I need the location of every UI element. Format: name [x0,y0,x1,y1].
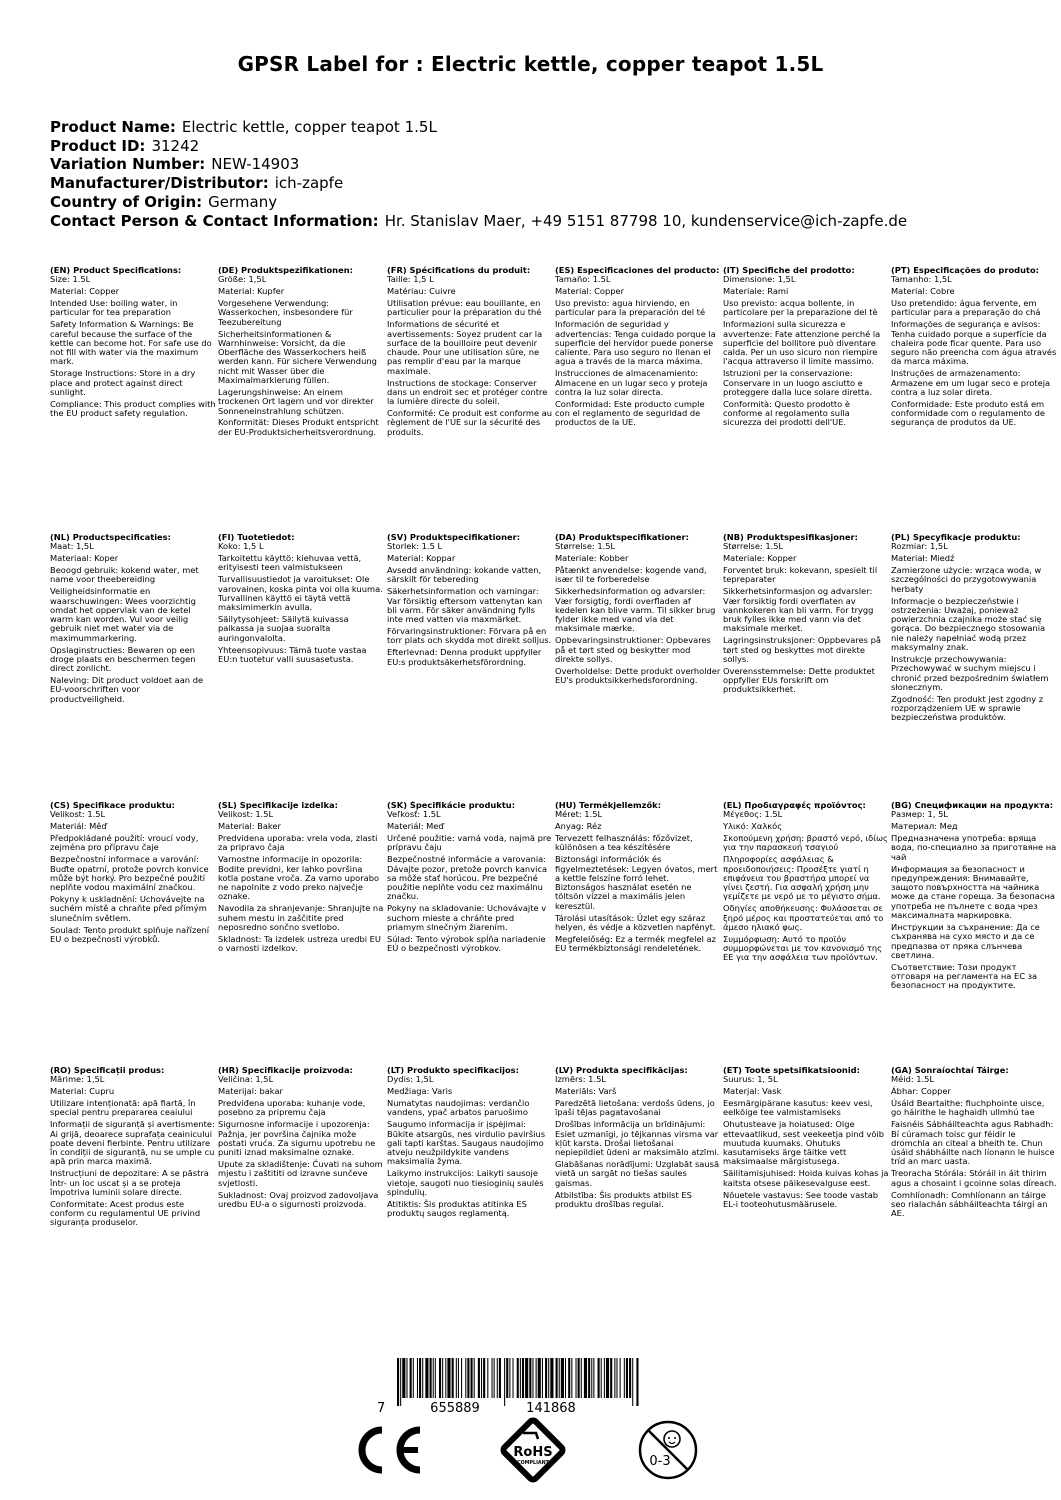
spec-line: Předpokládané použití: vroucí vody, zejména pro přípravu čaje [50,833,199,853]
spec-section [723,1066,891,1212]
spec-line: Instruções de armazenamento: Armazene em um lugar seco e proteja contra a luz solar direta. [891,368,1051,397]
spec-line: Storage Instructions: Store in a dry place and protect against direct sunlight. [50,368,196,397]
spec-section [891,801,1059,993]
spec-line: Materiał: Miedź [891,553,955,564]
barcode-bar [417,1358,418,1398]
barcode-bar [532,1358,533,1398]
info-row-product-id [50,137,1030,156]
barcode-bar [593,1358,594,1398]
spec-line: Υλικό: Χαλκός [723,821,783,832]
spec-line: Forventet bruk: kokevann, spesielt til tepreparater [723,565,878,585]
spec-line: Påtænkt anvendelse: kogende vand, især til te forberedelse [555,565,707,585]
spec-section [218,266,386,440]
barcode-bar [465,1358,466,1398]
spec-line: Uso pretendido: água fervente, em particular para a preparação do chá [891,298,1041,318]
spec-line: Material: Kupfer [218,286,285,297]
spec-line: Soulad: Tento produkt splňuje nařízení EU o bezpečnosti výrobků. [50,924,210,944]
rohs-sub-text: COMPLIANT [517,1461,549,1466]
spec-line: Conformidade: Este produto está em conformidade com o regulamento de segurança de produtos da UE. [891,398,1046,428]
spec-line: Informazioni sulla sicurezza e avvertenze: Fate attenzione perché la superficie del bollitore può diventare calda. Per un uso sicuro non riempire l'acqua attraverso il limite massimo. [723,319,881,367]
spec-line: Sicherheitsinformationen & Warnhinweise: Vorsicht, da die Oberfläche des Wasserkochers heiß werden kann. Für sichere Verwendung nicht mit Wasser über die Maximalmarkierung füllen. [218,328,377,386]
info-value: NEW-14903 [211,155,300,174]
spec-heading: (SK) Špecifikácie produktu: [387,801,516,810]
barcode-bar [471,1358,473,1398]
barcode-bar [522,1358,524,1398]
spec-line: Informacje o bezpieczeństwie i ostrzeżenia: Uważaj, ponieważ powierzchnia czajnika może stać się gorąca. Do bezpiecznego stosowania nie należy napełniać wodą przez maksymalny znak. [891,595,1046,653]
info-row-contact [50,212,1030,231]
spec-line: Velikost: 1.5L [218,809,274,820]
spec-line: Información de seguridad y advertencias: Tenga cuidado porque la superficie del hervidor puede ponerse caliente. Para uso seguro no llenan el agua a través de la marca máxima. [555,319,716,367]
spec-heading: (PL) Specyfikacje produktu: [891,533,1021,542]
barcode-bar [632,1358,633,1406]
spec-line: Sikkerhedsinformation og advarsler: Vær forsigtig, fordi overfladen af kedelen kan blive varm. Til sikker brug fylder ikke med vand via det maksimale mærke. [555,586,716,634]
barcode-bar [481,1358,482,1398]
spec-line: Suurus: 1, 5L [723,1074,778,1085]
spec-line: Skladnost: Ta izdelek ustreza uredbi EU o varnosti izdelkov. [218,933,381,954]
spec-line: Bezpečnostné informácie a varovania: Dávajte pozor, pretože povrch kanvica sa môže stať horúcou. Pre bezpečné použitie neplňte vodu cez maximálnu značku. [387,854,548,902]
barcode-bar [458,1358,459,1398]
spec-section [387,801,555,956]
spec-line: Matériau: Cuivre [387,286,456,297]
spec-line: Informații de siguranță și avertismente: Ai grijă, deoarece suprafața ceainicului poate deveni fierbinte. Pentru utilizare în condiții de siguranță, nu se umple cu apă prin marca maximă. [50,1119,215,1167]
barcode-bar [406,1358,407,1398]
spec-line: Materijal: bakar [218,1086,283,1097]
spec-heading: (HR) Specifikacije proizvoda: [218,1066,353,1075]
spec-line: Size: 1.5L [50,274,91,285]
spec-heading: (BG) Спецификации на продукта: [891,801,1054,810]
spec-line: Størrelse: 1.5L [723,541,784,552]
barcode-bar [578,1358,580,1398]
barcode-bar [447,1358,450,1398]
spec-line: Bezpečnostní informace a varování: Buďte opatrní, protože povrch konvice může být horký. Pro bezpečné použití neplňte vodou maximální značkou. [50,854,209,893]
ce-mark-icon [350,1420,426,1480]
spec-heading: (EN) Product Specifications: [50,266,182,275]
spec-line: Určené použitie: varná voda, najmä pre prípravu čaju [387,833,552,853]
spec-line: Navodila za shranjevanje: Shranjujte na suhem mestu in zaščitite pred neposredno sončno svetlobo. [218,903,384,932]
spec-line: Anyag: Réz [555,821,602,832]
spec-line: Material: Baker [218,821,281,832]
info-value: 31242 [151,136,200,155]
spec-line: Utilizare intenționată: apă fiartă, în special pentru prepararea ceaiului [50,1098,196,1118]
spec-section [723,266,891,430]
spec-line: Tervezett felhasználás: főzővizet, különösen a tea készítésére [555,833,693,853]
spec-line: Materiale: Kopper [723,553,797,564]
barcode-bar [525,1358,528,1398]
spec-section [891,266,1059,430]
spec-line: Πληροφορίες ασφάλειας & προειδοποιήσεις: Προσέξτε γιατί η επιφάνεια του βραστήρα μπορεί να γίνει ζεστή. Για ασφαλή χρήση μην γεμίζετε με νερό με το μέγιστο σήμα. [723,854,881,902]
barcode-bar [487,1358,488,1398]
spec-line: Naleving: Dit product voldoet aan de EU-voorschriften voor productveiligheid. [50,675,204,704]
barcode-group-right: 141868 [526,1401,576,1416]
barcode-bar [509,1358,510,1398]
spec-line: Ábhar: Copper [891,1086,951,1097]
spec-line: Conformitate: Acest produs este conform cu regulamentul UE privind siguranța produselor. [50,1198,201,1228]
spec-line: Predvidena uporaba: vrela voda, zlasti za pripravo čaja [218,833,378,853]
barcode-bar [542,1358,543,1398]
barcode [375,1358,640,1416]
info-label: Country of Origin: [50,192,203,211]
barcode-bar [591,1358,592,1398]
spec-line: Yhteensopivuus: Tämä tuote vastaa EU:n tuotetur valli suusasetusta. [218,644,367,664]
spec-line: Sigurnosne informacije i upozorenja: Pažnja, jer površina čajnika može postati vruća. Za sigurnu upotrebu ne puniti iznad maksimalne oznake. [218,1119,376,1158]
spec-line: Úsáid Beartaithe: fiuchphointe uisce, go háirithe le haghaidh ullmhú tae [891,1098,1045,1118]
barcode-bar [626,1358,628,1398]
spec-line: Συμμόρφωση: Αυτό το προϊόν συμμορφώνεται με τον κανονισμό της ΕΕ για την ασφάλεια των προϊόντων. [723,933,883,963]
spec-line: Säkerhetsinformation och varningar: Var försiktig eftersom vattenytan kan bli varm. För säker användning fylls inte med vatten via maxmärket. [387,586,543,625]
spec-line: Pokyny k uskladnění: Uchovávejte na suchém místě a chraňte před přímým slunečním světlem. [50,894,207,923]
spec-heading: (EL) Προδιαγραφές προϊόντος: [723,801,866,810]
spec-heading: (LT) Produkto specifikacijos: [387,1066,519,1075]
spec-line: Méid: 1.5L [891,1074,935,1085]
spec-section [555,533,723,688]
info-label: Manufacturer/Distributor: [50,174,269,193]
barcode-bar [616,1358,617,1398]
spec-line: Drošības informācija un brīdinājumi: Esiet uzmanīgi, jo tējkannas virsma var kļūt karsta. Drošai lietošanai nepiepildiet ūdeni ar maksimālo atzīmi. [555,1119,720,1158]
spec-line: Upute za skladištenje: Čuvati na suhom mjestu i zaštititi od izravne sunčeve svjetlosti. [218,1159,383,1188]
spec-line: Förvaringsinstruktioner: Förvara på en torr plats och skydda mot direkt solljus. [387,626,552,646]
spec-line: Overensstemmelse: Dette produktet oppfyller EUs forskrift om produktsikkerhet. [723,665,875,695]
info-label: Product Name: [50,118,176,136]
spec-line: Съответствие: Този продукт отговаря на регламента на ЕС за безопасност на продуктите. [891,961,1038,991]
barcode-bar [636,1358,638,1406]
spec-line: Biztonsági információk és figyelmeztetések: Legyen óvatos, mert a kettle felszíne forró lehet. Biztonságos használat esetén ne töltsön vízzel a maximális jelen keresztül. [555,854,718,911]
spec-line: Размер: 1, 5L [891,809,949,820]
spec-section [555,801,723,956]
barcode-bar [461,1358,462,1398]
spec-line: Megfelelőség: Ez a termék megfelel az EU termékbiztonsági rendeletének. [555,933,716,954]
barcode-bar [494,1358,495,1398]
barcode-bar [445,1358,446,1398]
spec-line: Atbilstība: Šis produkts atbilst ES produktu drošības regulai. [555,1189,692,1209]
spec-line: Størrelse: 1.5L [555,541,616,552]
spec-line: Säilytysohjeet: Säilytä kuivassa paikassa ja suojaa suoralta auringonvalolta. [218,614,349,643]
spec-heading: (RO) Specificații produs: [50,1066,165,1075]
spec-heading: (DE) Produktspezifikationen: [218,266,353,275]
spec-line: Utilisation prévue: eau bouillante, en particulier pour la préparation du thé [387,298,542,318]
spec-heading: (FI) Tuotetiedot: [218,533,295,542]
rohs-icon [498,1415,568,1485]
barcode-bar [499,1358,501,1398]
info-row-product-name [50,118,1030,137]
spec-line: Materiál: Meď [387,821,444,832]
barcode-bar [430,1358,432,1398]
spec-section [387,1066,555,1221]
spec-line: Dimensione: 1,5L [723,274,796,285]
page-title: GPSR Label for : Electric kettle, copper teapot 1.5L [237,52,824,76]
spec-line: Veiligheidsinformatie en waarschuwingen: Wees voorzichtig omdat het oppervlak van de ketel warm kan worden. Vul voor veilig gebruik niet met water via de maximummarkering. [50,586,196,643]
spec-line: Sukladnost: Ovaj proizvod zadovoljava uredbu EU-a o sigurnosti proizvoda. [218,1189,379,1209]
spec-line: Uso previsto: agua hirviendo, en particular para la preparación del té [555,298,706,318]
spec-line: Instrucțiuni de depozitare: A se păstra într- un loc uscat și a se proteja împotriva luminii solare directe. [50,1168,209,1197]
info-row-variation-number [50,155,1030,174]
spec-line: Materiale: Rami [723,286,789,297]
spec-section [218,1066,386,1212]
barcode-bar [529,1358,531,1398]
barcode-bar [610,1358,612,1398]
spec-heading: (IT) Specifiche del prodotto: [723,266,855,275]
spec-line: Numatytas naudojimas: verdančio vandens, ypač arbatos paruošimo [387,1098,530,1118]
spec-line: Medžiaga: Varis [387,1086,453,1097]
spec-line: Material: Cobre [891,286,955,297]
spec-section [218,801,386,956]
spec-heading: (GA) Sonraíochtaí Táirge: [891,1066,1009,1075]
barcode-bar [576,1358,577,1398]
spec-line: Informations de sécurité et avertissements: Soyez prudent car la surface de la bouilloire peut devenir chaude. Pour une utilisation sûre, ne pas remplir d'eau par la marque maximale. [387,319,543,376]
spec-section [723,533,891,697]
spec-line: Ohutusteave ja hoiatused: Olge ettevaatlikud, sest veekeetja pind võib muutuda kuumaks. Ohutuks kasutamiseks ärge täitke vett maksimaalse märgistusega. [723,1119,885,1167]
barcode-bar [435,1358,436,1398]
spec-line: Materiāls: Varš [555,1086,617,1097]
barcode-bar [422,1358,423,1398]
spec-line: Méret: 1.5L [555,809,603,820]
spec-line: Pokyny na skladovanie: Uchovávajte v suchom mieste a chráňte pred priamym slnečným žiarením. [387,903,547,932]
spec-heading: (SV) Produktspecifikationer: [387,533,521,542]
spec-section [555,266,723,430]
info-row-country-of-origin [50,193,1030,212]
spec-line: Istruzioni per la conservazione: Conservare in un luogo asciutto e proteggere dalla luce solare diretta. [723,368,872,397]
barcode-bar [478,1358,480,1398]
spec-section [723,801,891,965]
spec-line: Μέγεθος: 1.5L [723,809,783,820]
barcode-bar [397,1358,399,1406]
barcode-bar [565,1358,566,1398]
barcode-bar [620,1358,621,1398]
age-warning-text: 0-3 [649,1454,671,1469]
info-value: Electric kettle, copper teapot 1.5L [181,118,437,136]
spec-heading: (ET) Toote spetsifikatsioonid: [723,1066,860,1075]
spec-line: Σκοπούμενη χρήση: βραστό νερό, ιδίως για την παρασκευή τσαγιού [723,833,888,853]
spec-line: Turvallisuustiedot ja varoitukset: Ole varovainen, koska pinta voi olla kuuma. Turvallinen käyttö ei täytä vettä maksimimerkin avulla. [218,574,383,613]
barcode-bar [456,1358,457,1398]
spec-line: Saugumo informacija ir įspėjimai: Būkite atsargūs, nes virdulio paviršius gali tapti karštas. Saugaus naudojimo atveju neužpildykite vandens maksimalia žyma. [387,1119,546,1167]
spec-line: Glabāšanas norādījumi: Uzglabāt sausā vietā un sargāt no tiešas saules gaismas. [555,1159,720,1188]
spec-section [50,1066,218,1230]
barcode-bar [506,1358,508,1398]
spec-line: Faisnéis Sábháilteachta agus Rabhadh: Bí cúramach toisc gur féidir le dromchla an citeal a bheith te. Chun úsáid shábháilte nach líonann le huisce tríd an marc uasta. [891,1119,1055,1167]
spec-heading: (HU) Termékjellemzők: [555,801,662,810]
spec-line: Информация за безопасност и предупреждения: Внимавайте, защото повърхността на чайника може да стане гореща. За безопасна употреба не пълнете с вода чрез максималната маркировка. [891,863,1055,921]
barcode-bar [568,1358,570,1398]
spec-line: Материал: Мед [891,821,958,832]
spec-section [50,533,218,707]
spec-line: Konformität: Dieses Produkt entspricht der EU-Produktsicherheitsverordnung. [218,417,379,437]
spec-line: Zgodność: Ten produkt jest zgodny z rozporządzeniem UE w sprawie bezpieczeństwa produktów. [891,693,1044,723]
spec-heading: (SL) Specifikacije izdelka: [218,801,338,810]
spec-line: Säilitamisjuhised: Hoida kuivas kohas ja kaitsta otsese päikesevalguse eest. [723,1168,889,1188]
spec-line: Materiaal: Koper [50,553,119,564]
barcode-bar [561,1358,564,1398]
barcode-bar [442,1358,443,1398]
spec-line: Súlad: Tento výrobok spĺňa nariadenie EÚ o bezpečnosti výrobkov. [387,933,546,954]
spec-line: Material: Copper [555,286,625,297]
barcode-bar [413,1358,414,1398]
spec-line: Οδηγίες αποθήκευσης: Φυλάσσεται σε ξηρό μέρος και προστατεύεται από το άμεσο ηλιακό φως. [723,903,884,932]
spec-line: Materiál: Měď [50,821,107,832]
spec-line: Tamanho: 1,5L [891,274,952,285]
spec-line: Comhlíonadh: Comhlíonann an táirge seo rialachán sábháilteachta táirgí an AE. [891,1189,1048,1219]
spec-line: Vorgesehene Verwendung: Wasserkochen, insbesondere für Teezubereitung [218,298,353,327]
spec-line: Conformità: Questo prodotto è conforme al regolamento sulla sicurezza dei prodotti dell'UE. [723,398,850,428]
barcode-bar [517,1358,519,1398]
spec-line: Avsedd användning: kokande vatten, särskilt för tebereding [387,565,542,585]
spec-line: Conformidad: Este producto cumple con el reglamento de seguridad de productos de la UE. [555,398,705,428]
spec-section [891,533,1059,725]
spec-line: Informações de segurança e avisos: Tenha cuidado porque a superfície da chaleira pode ficar quente. Para uso seguro não preencha com água através da marca máxima. [891,319,1057,367]
barcode-bar [606,1358,609,1398]
spec-line: Beoogd gebruik: kokend water, met name voor theebereiding [50,565,199,585]
barcode-bar [400,1358,401,1406]
barcode-bar [504,1358,505,1406]
spec-line: Nõuetele vastavus: See toode vastab EL-i tooteohutusmäärusele. [723,1189,879,1209]
barcode-bar [598,1358,600,1398]
spec-line: Sikkerhetsinformasjon og advarsler: Vær forsiktig fordi overflaten av vannkokeren kan bli varm. For trygg bruk fylles ikke med vann via det maksimale merket. [723,586,874,634]
spec-line: Opbevaringsinstruktioner: Opbevares på et tørt sted og beskytter mod direkte sollys. [555,635,711,664]
spec-line: Materiale: Kobber [555,553,629,564]
spec-line: Safety Information & Warnings: Be careful because the surface of the kettle can become hot. For safe use do not fill with water via the maximum mark. [50,319,212,367]
spec-section [50,801,218,947]
spec-line: Izmērs: 1.5L [555,1074,606,1085]
spec-line: Atitiktis: Šis produktas atitinka ES produktų saugos reglamentą. [387,1198,527,1219]
spec-line: Größe: 1,5L [218,274,267,285]
barcode-bar [629,1358,631,1398]
barcode-bar [520,1358,521,1398]
spec-line: Mărime: 1,5L [50,1074,105,1085]
barcode-bar [433,1358,434,1398]
spec-line: Conformité: Ce produit est conforme au règlement de l'UE sur la sécurité des produits. [387,408,553,437]
barcode-bar [545,1358,547,1398]
spec-line: Material: Cupru [50,1086,115,1097]
barcode-bar [536,1358,537,1398]
spec-line: Compliance: This product complies with the EU product safety regulation. [50,398,216,419]
barcode-bar [425,1358,428,1398]
barcode-bar [601,1358,602,1398]
info-label: Product ID: [50,136,146,155]
spec-line: Instrukcje przechowywania: Przechowywać w suchym miejscu i chronić przed bezpośrednim światłem słonecznym. [891,653,1049,692]
spec-line: Instructions de stockage: Conserver dans un endroit sec et protéger contre la lumière directe du soleil. [387,377,548,407]
spec-section [387,266,555,440]
barcode-group-left: 655889 [430,1401,480,1416]
product-info [50,118,1030,230]
info-value: Germany [208,192,278,211]
spec-line: Storlek: 1.5 L [387,541,443,552]
spec-heading: (NB) Produktspesifikasjoner: [723,533,858,542]
spec-line: Velikost: 1.5L [50,809,106,820]
spec-section [218,533,386,667]
spec-line: Zamierzone użycie: wrząca woda, w szczególności do przygotowywania herbaty [891,565,1042,594]
spec-line: Overholdelse: Dette produkt overholder EU's produktsikkerhedsforordning. [555,665,721,686]
spec-line: Maat: 1,5L [50,541,94,552]
spec-heading: (NL) Productspecificaties: [50,533,171,542]
barcode-bar [452,1358,454,1398]
spec-line: Materjal: Vask [723,1086,782,1097]
spec-section [891,1066,1059,1221]
spec-line: Eesmärgipärane kasutus: keev vesi, eelkõige tee valmistamiseks [723,1098,873,1118]
barcode-bar [571,1358,572,1398]
spec-line: Taille: 1,5 L [387,274,434,285]
barcode-bar [467,1358,469,1398]
barcode-bar [588,1358,590,1398]
barcode-bar [548,1358,549,1398]
spec-line: Dydis: 1,5L [387,1074,434,1085]
barcode-bar [584,1358,587,1398]
barcode-bar [624,1358,625,1398]
spec-line: Rozmiar: 1,5L [891,541,948,552]
spec-line: Opslaginstructies: Bewaren op een droge plaats en beschermen tegen direct zonlicht. [50,644,196,674]
info-value: ich-zapfe [274,174,344,193]
age-warning-icon [636,1418,700,1482]
spec-line: Lagringsinstruksjoner: Oppbevares på tørt sted og beskyttes mot direkte sollys. [723,635,881,664]
spec-line: Predviđena uporaba: kuhanje vode, posebno za pripremu čaja [218,1098,366,1118]
spec-line: Tamaño: 1.5L [555,274,611,285]
spec-section [555,1066,723,1212]
spec-line: Veľkosť: 1.5L [387,809,441,820]
spec-heading: (LV) Produkta specifikācijas: [555,1066,688,1075]
spec-line: Intended Use: boiling water, in particular for tea preparation [50,298,178,318]
barcode-bar [513,1358,514,1398]
barcode-bar [492,1358,493,1398]
barcode-bar [474,1358,475,1398]
spec-line: Tarkoitettu käyttö: kiehuvaa vettä, erityisesti teen valmistukseen [218,553,362,573]
barcode-bar [550,1358,553,1398]
spec-line: Material: Copper [50,286,120,297]
barcode-bar [497,1358,498,1398]
barcode-digit-first: 7 [377,1401,386,1416]
barcode-bar [439,1358,441,1398]
spec-line: Instrucciones de almacenamiento: Almacene en un lugar seco y proteja contra la luz solar directa. [555,368,708,397]
spec-line: Paredzētā lietošana: verdošs ūdens, jo īpaši tējas pagatavošanai [555,1098,715,1118]
spec-line: Lagerungshinweise: An einem trockenen Ort lagern und vor direkter Sonneneinstrahlung schützen. [218,386,374,416]
barcode-bar [614,1358,615,1398]
spec-line: Veličina: 1,5L [218,1074,274,1085]
barcode-bar [559,1358,560,1398]
info-value: Hr. Stanislav Maer, +49 5151 87798 10, kundenservice@ich-zapfe.de [384,211,908,230]
spec-heading: (FR) Spécifications du produit: [387,266,531,275]
barcode-bar [604,1358,605,1398]
spec-line: Material: Koppar [387,553,456,564]
barcode-bar [581,1358,582,1398]
barcode-bar [538,1358,541,1398]
spec-line: Tárolási utasítások: Üzlet egy száraz helyen, és védje a közvetlen napfényt. [555,912,716,932]
spec-line: Laikymo instrukcijos: Laikyti sausoje vietoje, saugoti nuo tiesioginių saulės spindulių. [387,1168,544,1197]
barcode-bar [419,1358,421,1398]
spec-section [50,266,218,421]
spec-line: Uso previsto: acqua bollente, in particolare per la preparazione del tè [723,298,878,318]
spec-line: Efterlevnad: Denna produkt uppfyller EU:s produktsäkerhetsförordning. [387,647,542,667]
info-label: Contact Person & Contact Information: [50,211,379,230]
spec-line: Предназначена употреба: вряща вода, по-специално за приготвяне на чай [891,833,1057,862]
barcode-bar [483,1358,485,1398]
spec-heading: (ES) Especificaciones del producto: [555,266,720,275]
info-label: Variation Number: [50,155,206,174]
info-row-manufacturer [50,174,1030,193]
spec-line: Инструкции за съхранение: Да се съхранява на сухо място и да се предпазва от пряка слънчева светлина. [891,921,1040,960]
barcode-bar [410,1358,412,1398]
spec-heading: (DA) Produktspecifikationer: [555,533,689,542]
spec-line: Treoracha Stórála: Stóráil in áit thirim agus a chosaint i gcoinne solas díreach. [891,1168,1057,1188]
spec-heading: (PT) Especificações do produto: [891,266,1039,275]
spec-section [387,533,555,669]
rohs-main-text: RoHS [513,1445,553,1460]
spec-heading: (CS) Specifikace produktu: [50,801,175,810]
spec-line: Varnostne informacije in opozorila: Bodite previdni, ker lahko površina kotla postane vroča. Za varno uporabo ne napolnite z vodo preko največje oznake. [218,854,380,902]
spec-line: Koko: 1,5 L [218,541,264,552]
barcode-bar [402,1358,405,1398]
barcode-bar [556,1358,558,1398]
